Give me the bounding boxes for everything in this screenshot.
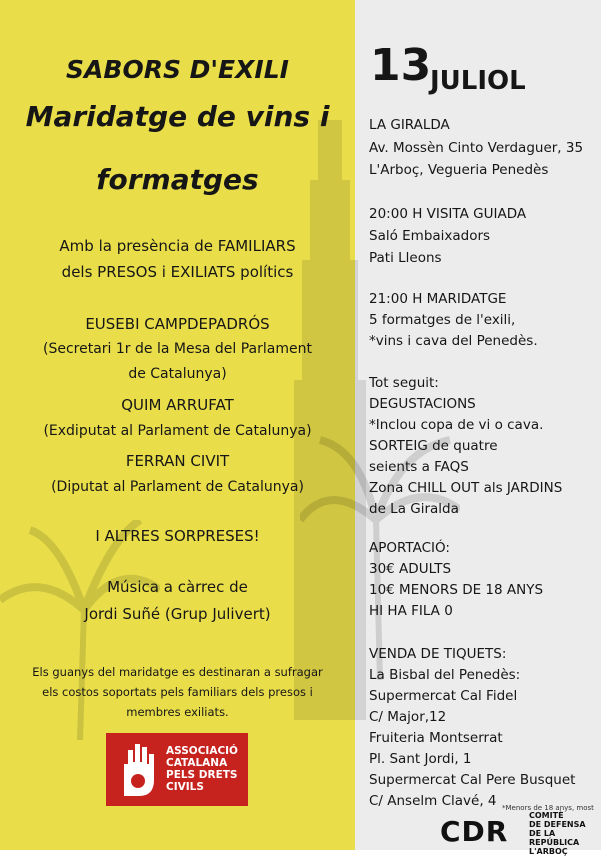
logo-text-line-4: CIVILS [166, 781, 204, 793]
minors-note: *Menors de 18 anys, most [502, 804, 594, 812]
cdr-sub-line-4: L'ARBOÇ [529, 847, 568, 856]
visit-patio: Pati Lleons [369, 250, 442, 266]
guest-role-3: (Diputat al Parlament de Catalunya) [51, 479, 304, 495]
music-line-1: Música a càrrec de [107, 578, 248, 596]
after-line-4: SORTEIG de quatre [369, 438, 498, 454]
guest-role-1a: (Secretari 1r de la Mesa del Parlament [43, 341, 312, 357]
visit-room: Saló Embaixadors [369, 228, 491, 244]
visit-time: 20:00 H VISITA GUIADA [369, 206, 527, 222]
title-line-1: SABORS D'EXILI [66, 55, 289, 84]
tickets-title: VENDA DE TIQUETS: [369, 646, 507, 662]
contribution-title: APORTACIÓ: [369, 540, 450, 556]
contribution-adults: 30€ ADULTS [369, 561, 452, 577]
venue-address: Av. Mossèn Cinto Verdaguer, 35 [369, 140, 584, 156]
tickets-line-5: Fruiteria Montserrat [369, 730, 503, 746]
cdr-subtitle [529, 811, 601, 856]
after-line-5: seients a FAQS [369, 459, 469, 475]
tickets-line-8: C/ Anselm Clavé, 4 [369, 793, 497, 809]
guest-role-2: (Exdiputat al Parlament de Catalunya) [43, 423, 312, 439]
date-month: JULIOL [430, 66, 526, 96]
venue-name: LA GIRALDA [369, 117, 450, 133]
logo-text-line-3: PELS DRETS [166, 769, 238, 781]
cdr-sub-line-1: COMITÈ [529, 811, 564, 820]
title-line-2: Maridatge de vins i [25, 100, 330, 133]
music-line-2: Jordi Suñé (Grup Julivert) [84, 605, 271, 623]
tickets-line-2: La Bisbal del Penedès: [369, 667, 521, 683]
cdr-sub-line-3: DE LA REPÚBLICA [529, 829, 580, 847]
guest-name-3: FERRAN CIVIT [125, 452, 230, 470]
venue-town: L'Arboç, Vegueria Penedès [369, 162, 549, 178]
cdr-logo: CDR [440, 815, 509, 848]
contribution-minors: 10€ MENORS DE 18 ANYS [369, 582, 544, 598]
contribution-row-zero: HI HA FILA 0 [369, 603, 453, 619]
cdr-sub-line-2: DE DEFENSA [529, 820, 586, 829]
guest-name-2: QUIM ARRUFAT [121, 396, 234, 414]
pairing-time: 21:00 H MARIDATGE [369, 291, 507, 307]
after-line-3: *Inclou copa de vi o cava. [369, 417, 544, 433]
guest-name-1: EUSEBI CAMPDEPADRÓS [85, 315, 270, 333]
footer-line-3: membres exiliats. [126, 705, 229, 719]
hand-icon [114, 742, 160, 796]
footer-line-2: els costos soportats pels familiars dels presos i [42, 685, 313, 699]
tickets-line-6: Pl. Sant Jordi, 1 [369, 751, 472, 767]
pairing-wines: *vins i cava del Penedès. [369, 333, 538, 349]
date-day: 13 [370, 40, 432, 91]
tickets-line-3: Supermercat Cal Fidel [369, 688, 518, 704]
logo-text-line-2: CATALANA [166, 757, 228, 769]
tickets-line-7: Supermercat Cal Pere Busquet [369, 772, 576, 788]
title-line-3: formatges [96, 163, 259, 196]
after-line-1: Tot seguit: [369, 375, 439, 391]
pairing-cheeses: 5 formatges de l'exili, [369, 312, 516, 328]
after-line-6: Zona CHILL OUT als JARDINS [369, 480, 563, 496]
presence-line-2: dels PRESOS i EXILIATS polítics [61, 263, 294, 281]
logo-text-line-1: ASSOCIACIÓ [166, 745, 238, 757]
surprises-text: I ALTRES SORPRESES! [95, 527, 260, 545]
presence-line-1: Amb la presència de FAMILIARS [59, 237, 296, 255]
guest-role-1b: de Catalunya) [128, 366, 227, 382]
logo-text [166, 745, 238, 793]
footer-line-1: Els guanys del maridatge es destinaran a sufragar [32, 665, 323, 679]
tickets-line-4: C/ Major,12 [369, 709, 447, 725]
acdc-logo [106, 733, 248, 806]
after-line-7: de La Giralda [369, 501, 459, 517]
after-line-2: DEGUSTACIONS [369, 396, 476, 412]
